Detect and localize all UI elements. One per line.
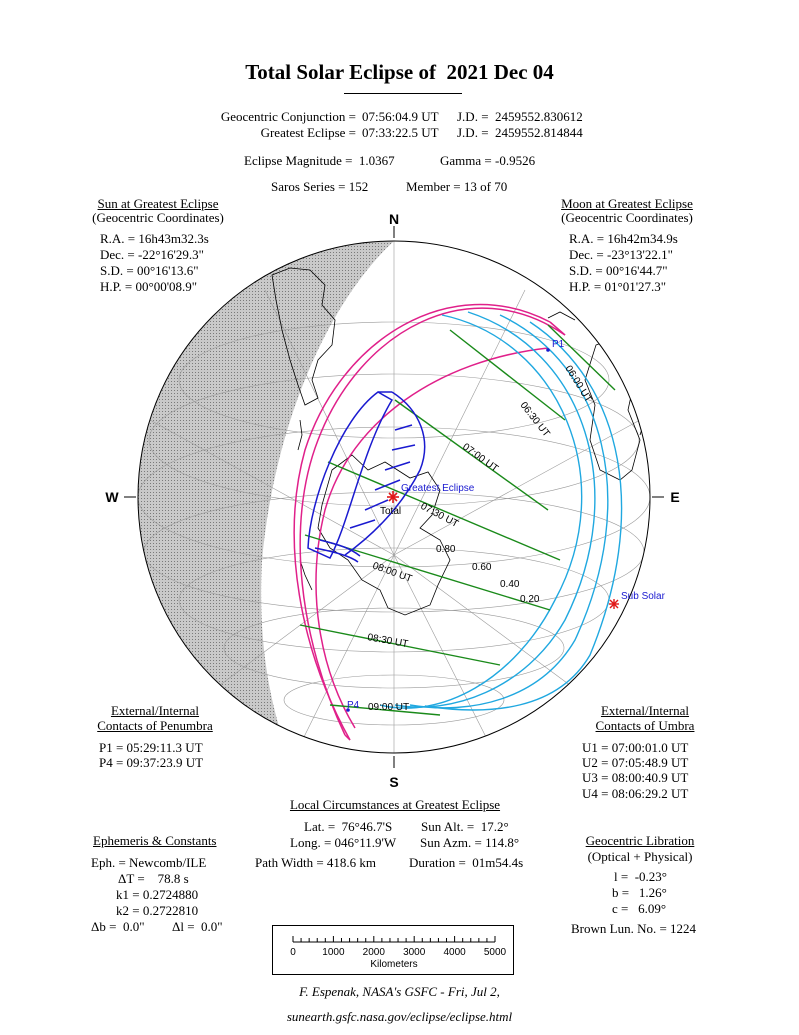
time-label-0730: 07:30 UT (418, 500, 461, 530)
scale-unit: Kilometers (370, 959, 418, 970)
sun-dec: Dec. = -22°16'29.3" (100, 247, 204, 262)
magnitude-contours (380, 312, 622, 710)
penumbra-p1: P1 = 05:29:11.3 UT (99, 740, 203, 755)
magnitude-label-020: 0.20 (520, 594, 540, 605)
greatest-eclipse-label: Greatest Eclipse = (260, 125, 356, 140)
credit-line-1: F. Espenak, NASA's GSFC - Fri, Jul 2, (299, 984, 500, 999)
local-duration: Duration = 01m54.4s (409, 855, 524, 870)
libration-c: c = 6.09° (612, 901, 667, 916)
p1-label: P1 (552, 339, 565, 350)
greatest-eclipse-jd: J.D. = 2459552.814844 (457, 125, 583, 140)
conjunction-label: Geocentric Conjunction = (220, 109, 356, 124)
umbra-u2: U2 = 07:05:48.9 UT (582, 755, 689, 770)
sub-solar-label: Sub Solar (621, 591, 665, 602)
scale-tick-4000: 4000 (443, 947, 466, 958)
sun-sd: S.D. = 00°16'13.6" (100, 263, 199, 278)
scale-bar-box (272, 925, 514, 975)
ephemeris-k2: k2 = 0.2722810 (116, 903, 199, 918)
saros-member: Member = 13 of 70 (406, 179, 508, 194)
time-label-0900: 09:00 UT (368, 702, 410, 713)
ephemeris-k1: k1 = 0.2724880 (116, 887, 199, 902)
ephemeris-heading: Ephemeris & Constants (93, 833, 217, 848)
penumbra-p4: P4 = 09:37:23.9 UT (99, 755, 204, 770)
conjunction-jd: J.D. = 2459552.830612 (457, 109, 583, 124)
scale-tick-2000: 2000 (362, 947, 385, 958)
magnitude-label-060: 0.60 (472, 562, 492, 573)
scale-bar (273, 926, 513, 974)
umbra-u1: U1 = 07:00:01.0 UT (582, 740, 689, 755)
umbral-path (308, 392, 425, 562)
penumbra-heading-1: External/Internal (110, 703, 200, 718)
p1-point (546, 348, 550, 352)
compass-w: W (105, 489, 119, 505)
greatest-eclipse-label: Greatest Eclipse (401, 483, 475, 494)
local-lat: Lat. = 76°46.7'S (304, 819, 393, 834)
sun-hp: H.P. = 00°00'08.9" (100, 279, 198, 294)
greatest-eclipse-time: 07:33:22.5 UT (362, 125, 439, 140)
sun-ra: R.A. = 16h43m32.3s (100, 231, 209, 246)
scale-tick-3000: 3000 (403, 947, 426, 958)
time-label-0700: 07:00 UT (460, 441, 500, 475)
time-label-0830: 08:30 UT (366, 632, 409, 651)
moon-hp: H.P. = 01°01'27.3" (569, 279, 667, 294)
sub-solar-marker (609, 599, 619, 609)
ephemeris-delta-b: Δb = 0.0" (91, 919, 145, 934)
sun-subheading: (Geocentric Coordinates) (92, 210, 224, 225)
ephemeris-eph: Eph. = Newcomb/ILE (91, 855, 207, 870)
moon-heading: Moon at Greatest Eclipse (561, 196, 693, 211)
greatest-eclipse-marker (387, 491, 399, 503)
conjunction-time: 07:56:04.9 UT (362, 109, 439, 124)
moon-subheading: (Geocentric Coordinates) (561, 210, 693, 225)
local-sun-alt: Sun Alt. = 17.2° (421, 819, 509, 834)
libration-heading: Geocentric Libration (585, 833, 695, 848)
local-long: Long. = 046°11.9'W (290, 835, 397, 850)
moon-sd: S.D. = 00°16'44.7" (569, 263, 668, 278)
libration-l: l = -0.23° (614, 869, 667, 884)
local-sun-azm: Sun Azm. = 114.8° (420, 835, 520, 850)
time-label-0800: 08:00 UT (370, 560, 414, 585)
scale-tick-1000: 1000 (322, 947, 345, 958)
magnitude-label-080: 0.80 (436, 544, 456, 555)
libration-b: b = 1.26° (612, 885, 667, 900)
time-label-0600: 06:00 UT (562, 363, 594, 405)
total-label: Total (380, 506, 402, 517)
time-label-0630: 06:30 UT (517, 400, 552, 440)
penumbra-heading-2: Contacts of Penumbra (97, 718, 213, 733)
gamma-value: Gamma = -0.9526 (440, 153, 536, 168)
page-title: Total Solar Eclipse of 2021 Dec 04 (245, 60, 554, 84)
libration-subheading: (Optical + Physical) (587, 849, 693, 864)
umbra-u4: U4 = 08:06:29.2 UT (582, 786, 689, 801)
local-heading: Local Circumstances at Greatest Eclipse (289, 797, 501, 812)
ephemeris-delta-t: ΔT = 78.8 s (118, 871, 189, 886)
scale-tick-0: 0 (290, 947, 296, 958)
umbra-heading-2: Contacts of Umbra (595, 718, 695, 733)
compass-s: S (389, 774, 399, 790)
magnitude-label-040: 0.40 (500, 579, 520, 590)
local-path-width: Path Width = 418.6 km (255, 855, 377, 870)
umbra-u3: U3 = 08:00:40.9 UT (582, 770, 689, 785)
umbra-heading-1: External/Internal (600, 703, 690, 718)
scale-tick-5000: 5000 (483, 947, 507, 958)
moon-ra: R.A. = 16h42m34.9s (569, 231, 678, 246)
moon-dec: Dec. = -23°13'22.1" (569, 247, 673, 262)
compass-e: E (670, 489, 680, 505)
ephemeris-delta-l: Δl = 0.0" (172, 919, 223, 934)
sun-heading: Sun at Greatest Eclipse (97, 196, 219, 211)
compass-n: N (388, 211, 400, 227)
credit-line-2: sunearth.gsfc.nasa.gov/eclipse/eclipse.html (286, 1009, 513, 1024)
libration-brown: Brown Lun. No. = 1224 (571, 921, 697, 936)
p4-label: P4 (347, 700, 360, 711)
eclipse-magnitude: Eclipse Magnitude = 1.0367 (244, 153, 395, 168)
saros-series: Saros Series = 152 (271, 179, 369, 194)
